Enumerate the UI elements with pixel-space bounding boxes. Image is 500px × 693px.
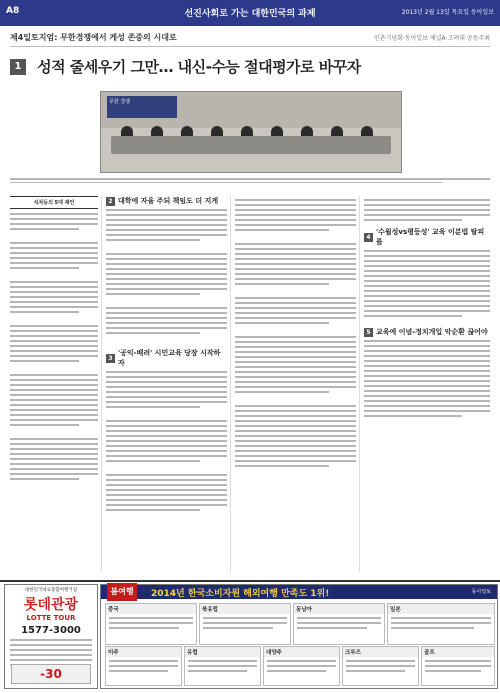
- package-name: 중국: [106, 604, 196, 614]
- package-tile[interactable]: [421, 646, 495, 686]
- column-divider: [230, 196, 231, 572]
- package-tile[interactable]: [263, 646, 340, 686]
- ad-text-rows: [5, 639, 97, 666]
- column-1: [10, 196, 98, 572]
- column-divider: [101, 196, 102, 572]
- page-header: [0, 0, 500, 26]
- ad-title: 2014년 한국소비자원 해외여행 만족도 1위!: [151, 589, 330, 599]
- package-name: 대양주: [264, 647, 339, 657]
- subheading-number-icon: 3: [106, 354, 115, 363]
- package-name: 북유럽: [200, 604, 290, 614]
- forum-photo: [100, 91, 402, 173]
- subheading-text: '수월성vs평등성' 교육 이분법 탈피를: [376, 228, 485, 246]
- photo-banner: 무한 경쟁: [107, 96, 177, 118]
- headline-text: 성적 줄세우기 그만… 내신-수능 절대평가로 바꾸자: [37, 58, 361, 76]
- package-tile[interactable]: [105, 646, 182, 686]
- ad-brand-korean: 롯데관광: [23, 597, 79, 613]
- lotte-tour-ad[interactable]: [4, 584, 98, 689]
- package-name: 동남아: [294, 604, 384, 614]
- subheading: [106, 196, 227, 206]
- subheading-number-icon: 4: [364, 233, 373, 242]
- package-name: 골프: [422, 647, 494, 657]
- series-partners: 인촌기념회·동아일보·채널A·고려대 공동주최: [373, 35, 490, 42]
- travel-packages-ad[interactable]: [100, 584, 498, 689]
- panel-table: [111, 136, 391, 154]
- column-divider: [359, 196, 360, 572]
- series-label: 제4일토지엄: 무한경쟁에서 게성 존중의 시대로: [10, 33, 177, 42]
- package-tile[interactable]: [199, 603, 291, 645]
- package-tile[interactable]: [342, 646, 419, 686]
- subheading-text: 교육에 이념-정치개입 악순환 끊어야: [376, 328, 488, 336]
- package-name: 일본: [388, 604, 494, 614]
- subheading-text: '공익-배려' 시민교육 당장 시작하자: [118, 349, 221, 367]
- ad-brand-english: LOTTE TOUR: [26, 614, 76, 622]
- subheading-text: 대학에 자율 주되 책임도 더 지게: [118, 197, 219, 205]
- ad-badge: 봄여행: [107, 583, 137, 601]
- column-4: [364, 196, 490, 572]
- series-bar: [10, 30, 490, 47]
- package-name: 미주: [106, 647, 181, 657]
- package-tile[interactable]: [293, 603, 385, 645]
- ad-phone[interactable]: 1577-3000: [21, 625, 81, 636]
- ad-tagline: 대한민국대표종합여행기업: [24, 588, 78, 593]
- package-name: 유럽: [185, 647, 260, 657]
- ad-publisher: 동아일보: [471, 589, 491, 595]
- article-headline: [10, 56, 490, 78]
- photo-caption: [10, 174, 490, 188]
- header-date: 2013년 2월 13일 목요일 동아일보: [401, 9, 494, 16]
- package-tile[interactable]: [387, 603, 495, 645]
- column-2: [106, 196, 227, 572]
- package-name: 크루즈: [343, 647, 418, 657]
- column-kicker: 석차등의 5대 제언: [10, 196, 98, 209]
- subheading: [106, 348, 227, 368]
- ad-promo: -30: [11, 664, 91, 684]
- ad-title-bar: [101, 585, 497, 599]
- package-tile[interactable]: [184, 646, 261, 686]
- section-title: 선진사회로 가는 대한민국의 과제: [184, 9, 316, 19]
- column-3: [235, 196, 356, 572]
- subheading-number-icon: 2: [106, 197, 115, 206]
- subheading: [364, 327, 490, 337]
- subheading: [364, 227, 490, 247]
- headline-number: 1: [10, 59, 26, 75]
- page-number: A8: [6, 6, 20, 16]
- package-tile[interactable]: [105, 603, 197, 645]
- subheading-number-icon: 5: [364, 328, 373, 337]
